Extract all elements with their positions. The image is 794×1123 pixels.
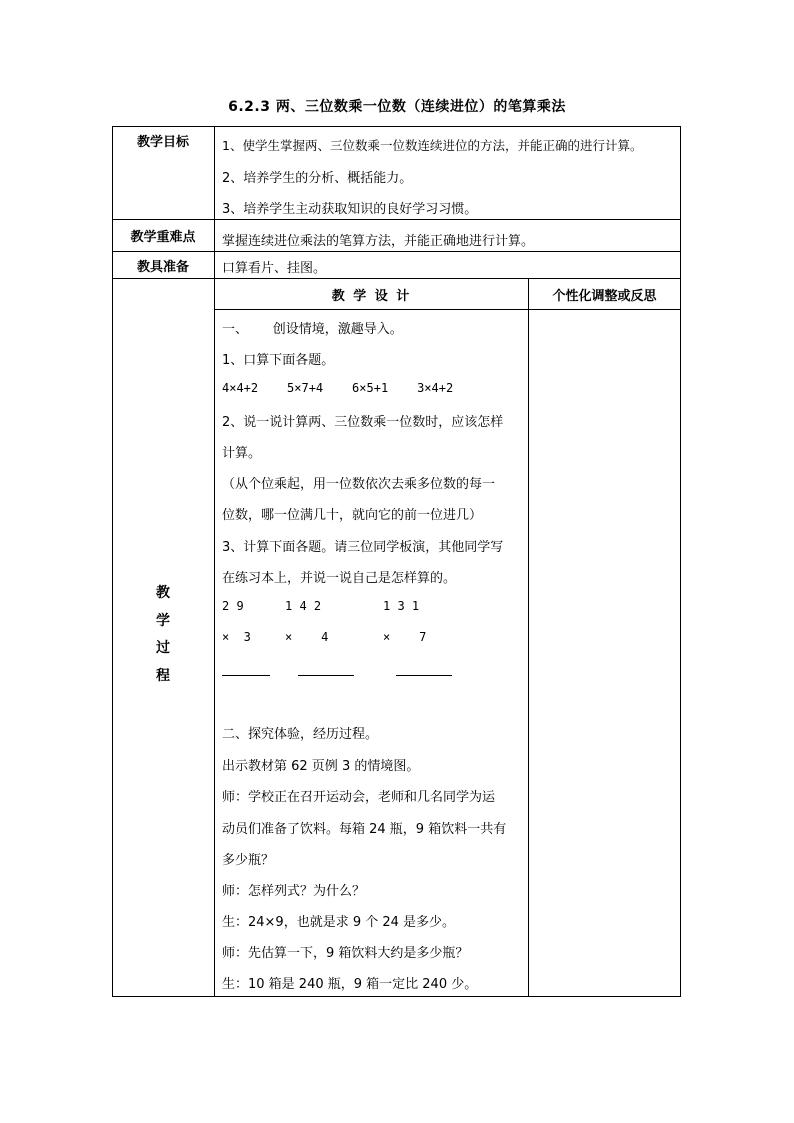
design-line: 师：先估算一下，9 箱饮料大约是多少瓶？ <box>222 946 469 961</box>
problem-underline <box>396 675 452 676</box>
table-border-top <box>112 126 681 127</box>
materials-text: 口算看片、挂图。 <box>222 261 327 276</box>
row-divider-objectives <box>112 219 681 220</box>
problem-underline <box>298 675 354 676</box>
design-line: 2、说一说计算两、三位数乘一位数时，应该怎样 <box>222 415 504 430</box>
row-divider-header <box>214 309 681 310</box>
problem-top: 1 4 2 <box>285 599 322 613</box>
design-line: 二、探究体验，经历过程。 <box>222 727 379 742</box>
process-label-char: 学 <box>156 612 170 629</box>
table-border-bottom <box>112 996 681 997</box>
design-line: 出示教材第 62 页例 3 的情境图。 <box>222 759 420 774</box>
materials-label: 教具准备 <box>136 260 189 275</box>
problem-top: 1 3 1 <box>383 599 420 613</box>
design-line: （从个位乘起，用一位数依次去乘多位数的每一 <box>222 477 496 492</box>
objective-item: 2、培养学生的分析、概括能力。 <box>222 171 413 186</box>
process-label-char: 教 <box>156 585 170 601</box>
process-label-char: 过 <box>156 640 170 656</box>
problem-bottom: × 3 <box>222 630 251 644</box>
table-border-right <box>680 126 681 996</box>
design-line: 计算。 <box>222 446 262 461</box>
row-divider-keypoints <box>112 251 681 252</box>
problem-bottom: × 7 <box>383 630 427 644</box>
design-line: 4×4+2 5×7+4 6×5+1 3×4+2 <box>222 381 454 395</box>
design-line: 师：学校正在召开运动会，老师和几名同学为运 <box>222 790 496 805</box>
design-line: 位数，哪一位满几十，就向它的前一位进几） <box>222 508 483 523</box>
design-line: 1、口算下面各题。 <box>222 353 335 368</box>
process-label-char: 程 <box>156 667 170 684</box>
design-line: 师：怎样列式？为什么？ <box>222 884 366 899</box>
objectives-label: 教学目标 <box>136 135 189 150</box>
design-line: 多少瓶？ <box>222 853 275 868</box>
design-header: 教 学 设 计 <box>331 289 412 304</box>
problem-underline <box>222 675 270 676</box>
design-line: 在练习本上，并说一说自己是怎样算的。 <box>222 571 457 586</box>
process-label <box>113 582 213 692</box>
objective-item: 3、培养学生主动获取知识的良好学习习惯。 <box>222 202 478 217</box>
row-divider-materials <box>112 278 681 279</box>
objective-item: 1、使学生掌握两、三位数乘一位数连续进位的方法，并能正确的进行计算。 <box>222 138 643 153</box>
design-line: 生：24×9，也就是求 9 个 24 是多少。 <box>222 915 456 930</box>
page-title: 6.2.3 两、三位数乘一位数（连续进位）的笔算乘法 <box>228 99 566 115</box>
design-line: 生：10 箱是 240 瓶，9 箱一定比 240 少。 <box>222 977 478 992</box>
reflection-header: 个性化调整或反思 <box>552 289 657 304</box>
column-divider-reflection <box>528 278 529 996</box>
key-points-label: 教学重难点 <box>130 230 196 245</box>
problem-bottom: × 4 <box>285 630 329 644</box>
design-line: 一、 创设情境，激趣导入。 <box>222 322 403 337</box>
column-divider-label <box>214 126 215 996</box>
design-line: 3、计算下面各题。请三位同学板演，其他同学写 <box>222 540 504 555</box>
key-points-text: 掌握连续进位乘法的笔算方法，并能正确地进行计算。 <box>222 234 535 249</box>
problem-top: 2 9 <box>222 599 244 613</box>
design-line: 动员们准备了饮料。每箱 24 瓶，9 箱饮料一共有 <box>222 822 507 837</box>
